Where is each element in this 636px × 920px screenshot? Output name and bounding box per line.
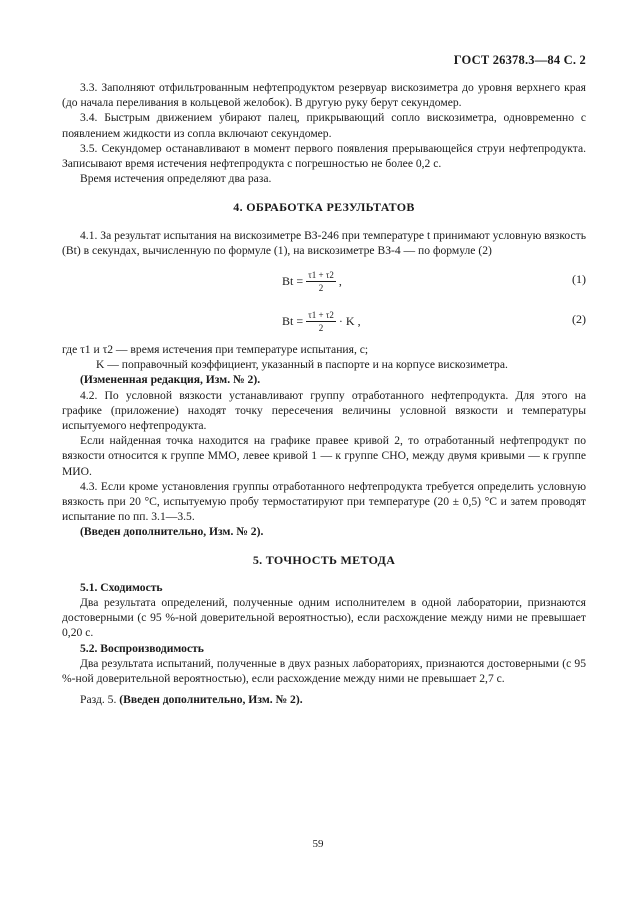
edit-note: (Измененная редакция, Изм. № 2). [80,373,261,387]
section-5-note-text: (Введен дополнительно, Изм. № 2). [119,693,303,707]
section-4-title: 4. ОБРАБОТКА РЕЗУЛЬТАТОВ [233,200,415,215]
paragraph-3-5: 3.5. Секундомер останавливают в момент первого появления прерывающейся струи нефтепродукта. Записывают время истечения нефтепродукта с погрешностью не более 0,2 с. [62,141,586,171]
subsection-5-1-text: Два результата определений, полученные одним исполнителем в одной лаборатории, признаются достоверными (с 95 %-ной доверительной вероятностью), если расхождение между ними не превышает 0,20 с. [62,596,586,640]
formula-2 [62,306,586,336]
running-header: ГОСТ 26378.3—84 С. 2 [453,53,586,67]
subsection-5-1-title: 5.1. Сходимость [80,580,163,594]
added-note: (Введен дополнительно, Изм. № 2). [80,525,264,539]
paragraph-4-2: 4.2. По условной вязкости устанавливают группу отработанного нефтепродукта. Для этого на графике (приложение) находят точку пересечения величины условной вязкости и температуры испытуемого нефтепродукта. [62,388,586,433]
legend-k: K — поправочный коэффициент, указанный в паспорте и на корпусе вискозиметра. [96,358,508,372]
formula-2-numerator: τ1 + τ2 [308,310,334,321]
formula-2-fraction [306,310,336,333]
section-5-note-prefix: Разд. 5. [80,693,117,707]
section-5-note [62,692,586,707]
formula-1-number: (1) [572,272,586,287]
paragraph-3-4: 3.4. Быстрым движением убирают палец, прикрывающий сопло вискозиметра, одновременно с появлением жидкости из сопла включают секундомер. [62,111,586,140]
paragraph-4-3: 4.3. Если кроме установления группы отработанного нефтепродукта требуется определить условную вязкость при 20 °С, испытуемую пробу термостатируют при температуре (20 ± 0,5) °С и затем проводят испытание по пп. 3.1—3.5. [62,479,586,524]
subsection-5-2-text: Два результата испытаний, полученные в двух разных лабораториях, признаются достоверными (с 95 %-ной доверительной вероятностью), если расхождение между ними не превышает 2,7 с. [62,656,586,686]
formula-2-tail: · K , [338,313,361,328]
formula-1-tail: , [338,273,342,288]
subsection-5-2-title: 5.2. Воспроизводимость [80,641,204,655]
formula-2-denominator: 2 [318,323,324,334]
legend-tau: где τ1 и τ2 — время истечения при температуре испытания, с; [62,343,369,357]
formula-1-denominator: 2 [318,283,324,294]
paragraph-time-twice: Время истечения определяют два раза. [80,172,272,186]
formula-1 [62,266,586,296]
page-number: 59 [312,838,324,850]
paragraph-3-3: 3.3. Заполняют отфильтрованным нефтепродуктом резервуар вискозиметра до уровня верхнего края (до начала переливания в кольцевой желобок). В другую руку берут секундомер. [62,81,586,110]
page-body [62,80,586,708]
formula-2-lhs: Bt = [282,313,304,328]
paragraph-4-1: 4.1. За результат испытания на вискозиметре ВЗ-246 при температуре t принимают условную вязкость (Bt) в секундах, вычисленную по формуле (1), на вискозиметре ВЗ-4 — по формуле (2) [62,228,586,257]
paragraph-4-2-curves: Если найденная точка находится на графике правее кривой 2, то отработанный нефтепродукт по вязкости относится к группе ММО, левее кривой 1 — к группе СНО, между двумя кривыми — к группе МИО. [62,434,586,478]
formula-2-number: (2) [572,312,586,327]
formula-1-numerator: τ1 + τ2 [308,270,334,281]
section-5-title: 5. ТОЧНОСТЬ МЕТОДА [252,552,396,567]
formula-1-lhs: Bt = [282,273,304,288]
formula-1-fraction [306,270,336,293]
